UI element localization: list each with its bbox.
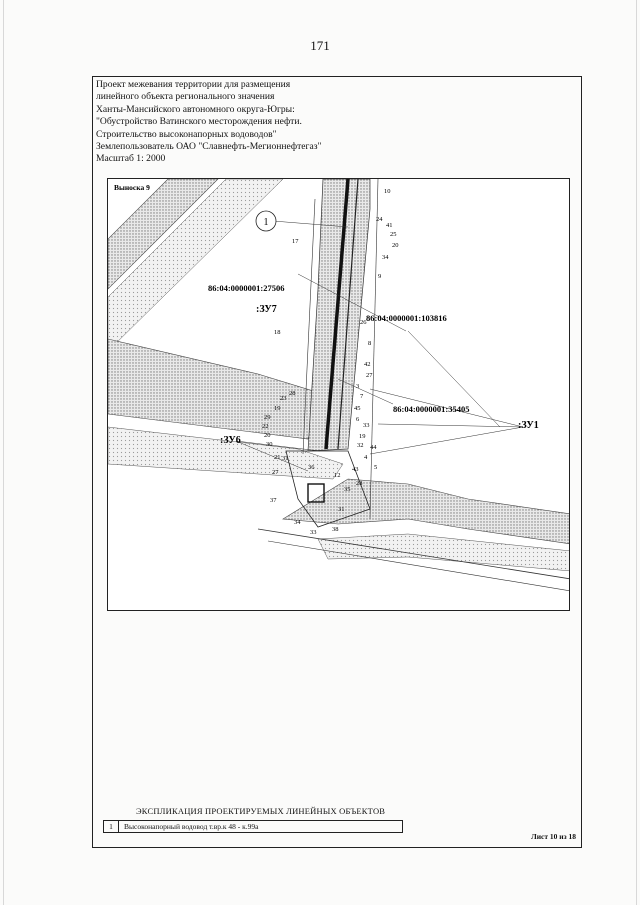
header-line-6: Землепользователь ОАО "Славнефть-Мегионнефтегаз" — [96, 141, 322, 153]
point-label: 37 — [270, 497, 277, 504]
sheet-header — [96, 79, 321, 166]
parcel-label-103816: 86:04:0000001:103816 — [366, 313, 447, 323]
zone-label-zu7: :ЗУ7 — [256, 304, 277, 315]
parcel-label-27506: 86:04:0000001:27506 — [208, 283, 285, 293]
header-line-3: Ханты-Мансийского автономного округа-Югры: — [96, 103, 295, 115]
map-drawing — [108, 179, 570, 611]
point-label: 35 — [344, 486, 351, 493]
legend-row-text: Высоконапорный водовод т.вр.к 48 - к.99а — [124, 822, 259, 831]
header-line-5: Строительство высоконапорных водоводов" — [96, 128, 277, 140]
legend-row-number: 1 — [104, 821, 119, 832]
point-label: 3 — [356, 383, 360, 390]
object-marker-number: 1 — [263, 217, 269, 228]
parcel-label-35405: 86:04:0000001:35405 — [393, 404, 470, 414]
page-number: 171 — [310, 38, 330, 53]
terrain-band-middle — [108, 339, 323, 439]
zone-label-zu6: :ЗУ6 — [220, 435, 241, 446]
legend-row — [103, 820, 403, 833]
inset-title: Выноска 9 — [114, 183, 150, 192]
terrain-band-upper-2 — [108, 179, 283, 351]
point-label: 26 — [360, 319, 367, 326]
point-label: 7 — [360, 393, 364, 400]
point-label: 30 — [266, 441, 273, 448]
scan-edge-left — [3, 0, 4, 905]
pipeline-corridor — [308, 179, 370, 451]
point-label: 23 — [280, 395, 287, 402]
point-label: 32 — [357, 442, 364, 449]
point-label: 17 — [292, 238, 299, 245]
header-line-2: линейного объекта регионального значения — [96, 91, 275, 103]
point-label: 12 — [334, 472, 341, 479]
point-label: 8 — [368, 340, 372, 347]
point-label: 21 — [274, 454, 281, 461]
point-label: 28 — [356, 480, 363, 487]
point-label: 20 — [392, 242, 399, 249]
point-label: 41 — [386, 222, 393, 229]
point-label: 34 — [294, 519, 301, 526]
point-label: 22 — [262, 423, 269, 430]
point-label: 33 — [310, 529, 317, 536]
point-label: 34 — [382, 254, 389, 261]
point-label: 36 — [308, 464, 315, 471]
header-scale: Масштаб 1: 2000 — [96, 153, 166, 165]
point-label: 45 — [354, 405, 361, 412]
point-label: 4 — [364, 454, 368, 461]
map-inset — [107, 178, 570, 611]
road-band-lower-2 — [318, 534, 570, 571]
point-label: 9 — [378, 273, 382, 280]
header-line-1: Проект межевания территории для размещения — [96, 79, 291, 90]
point-label: 24 — [376, 216, 383, 223]
point-label: 6 — [356, 416, 360, 423]
zone-label-zu1: :ЗУ1 — [518, 420, 539, 431]
point-label: 28 — [289, 390, 296, 397]
point-label: 20 — [264, 432, 271, 439]
point-label: 18 — [274, 329, 281, 336]
point-label: 42 — [364, 361, 371, 368]
header-line-4: "Обустройство Ватинского месторождения нефти. — [96, 116, 302, 128]
scan-edge-right — [636, 0, 637, 905]
point-label: 19 — [359, 433, 366, 440]
point-label: 5 — [374, 464, 378, 471]
point-label: 29 — [264, 414, 271, 421]
legend-title: ЭКСПЛИКАЦИЯ ПРОЕКТИРУЕМЫХ ЛИНЕЙНЫХ ОБЪЕКТОВ — [136, 806, 386, 816]
point-label: 27 — [366, 372, 373, 379]
point-label: 31 — [282, 455, 289, 462]
point-label: 19 — [274, 405, 281, 412]
point-label: 33 — [363, 422, 370, 429]
point-label: 43 — [352, 466, 359, 473]
point-label: 38 — [332, 526, 339, 533]
sheet-label: Лист 10 из 18 — [531, 832, 576, 841]
point-label: 10 — [384, 188, 391, 195]
point-label: 27 — [272, 469, 279, 476]
point-label: 31 — [338, 506, 345, 513]
point-label: 25 — [390, 231, 397, 238]
point-label: 44 — [370, 444, 377, 451]
road-band-lower — [283, 479, 570, 544]
